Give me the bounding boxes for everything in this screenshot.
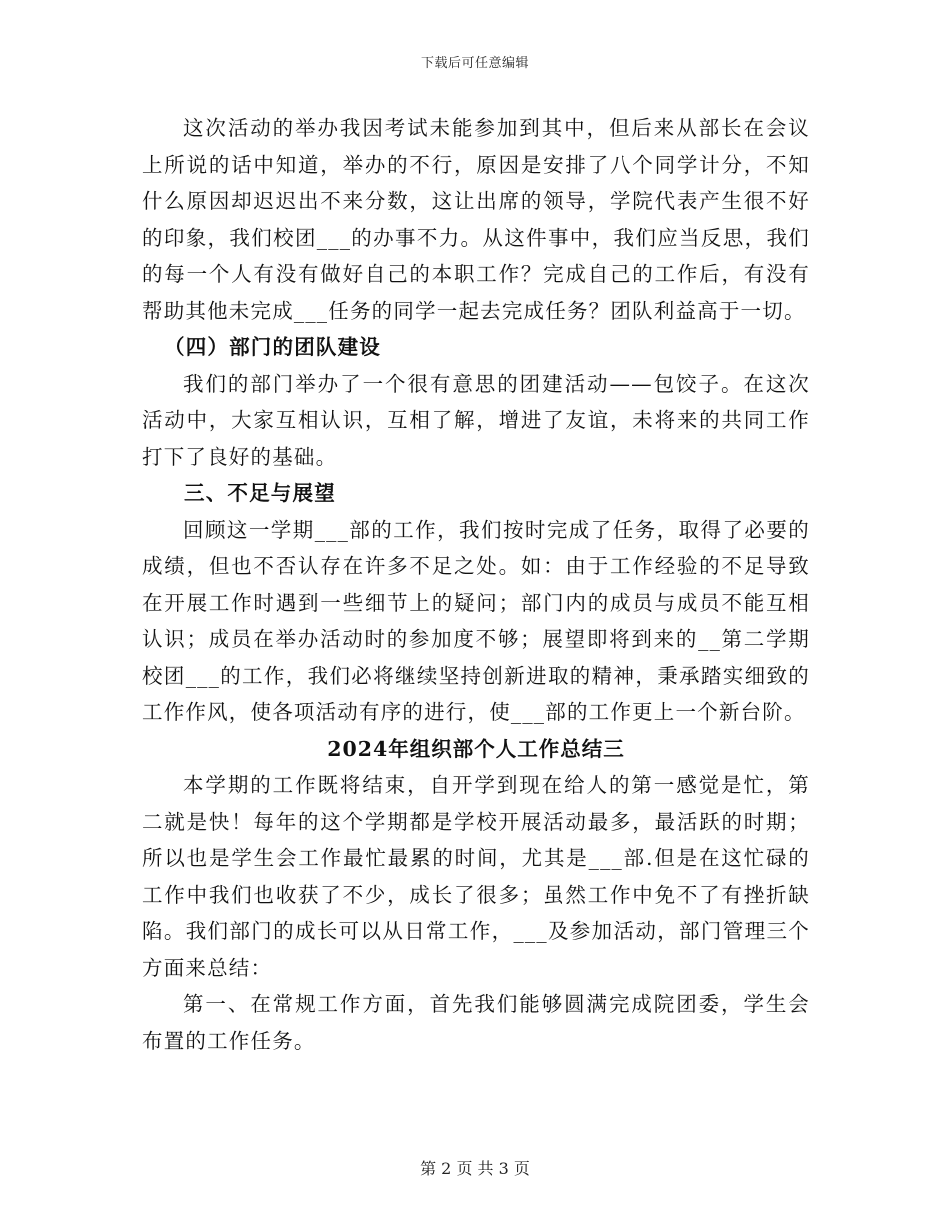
document-title-summary-three: 2024年组织部个人工作总结三 xyxy=(327,736,625,761)
document-body xyxy=(142,110,810,1059)
paragraph-activity-reflection: 这次活动的举办我因考试未能参加到其中，但后来从部长在会议上所说的话中知道，举办的不行，原因是安排了八个同学计分，不知什么原因却迟迟出不来分数，这让出席的领导，学院代表产生很不好的印象，我们校团___的办事不力。从这件事中，我们应当反思，我们的每一个人有没有做好自己的本职工作？完成自己的工作后，有没有帮助其他未完成___任务的同学一起去完成任务？团队利益高于一切。 xyxy=(142,116,810,323)
page-footer-page-number: 第 2 页 共 3 页 xyxy=(420,1159,530,1178)
section-heading-team-building: （四）部门的团队建设 xyxy=(164,335,381,359)
paragraph-semester-intro: 本学期的工作既将结束，自开学到现在给人的第一感觉是忙，第二就是快！每年的这个学期都是学校开展活动最多，最活跃的时期；所以也是学生会工作最忙最累的时间，尤其是___部.但是在这忙碌的工作中我们也收获了不少，成长了很多；虽然工作中免不了有挫折缺陷。我们部门的成长可以从日常工作，___及参加活动，部门管理三个方面来总结： xyxy=(142,773,810,980)
page-header: 下载后可任意编辑 xyxy=(420,56,529,71)
paragraph-shortcomings: 回顾这一学期___部的工作，我们按时完成了任务，取得了必要的成绩，但也不否认存在许多不足之处。如：由于工作经验的不足导致在开展工作时遇到一些细节上的疑问；部门内的成员与成员不能互相认识；成员在举办活动时的参加度不够；展望即将到来的__第二学期校团___的工作，我们必将继续坚持创新进取的精神，秉承踏实细致的工作作风，使各项活动有序的进行，使___部的工作更上一个新台阶。 xyxy=(142,517,810,724)
section-heading-shortcomings-outlook: 三、不足与展望 xyxy=(184,481,336,505)
paragraph-routine-work: 第一、在常规工作方面，首先我们能够圆满完成院团委，学生会布置的工作任务。 xyxy=(142,992,810,1053)
paragraph-team-building: 我们的部门举办了一个很有意思的团建活动——包饺子。在这次活动中，大家互相认识，互相了解，增进了友谊，未将来的共同工作打下了良好的基础。 xyxy=(142,371,810,469)
